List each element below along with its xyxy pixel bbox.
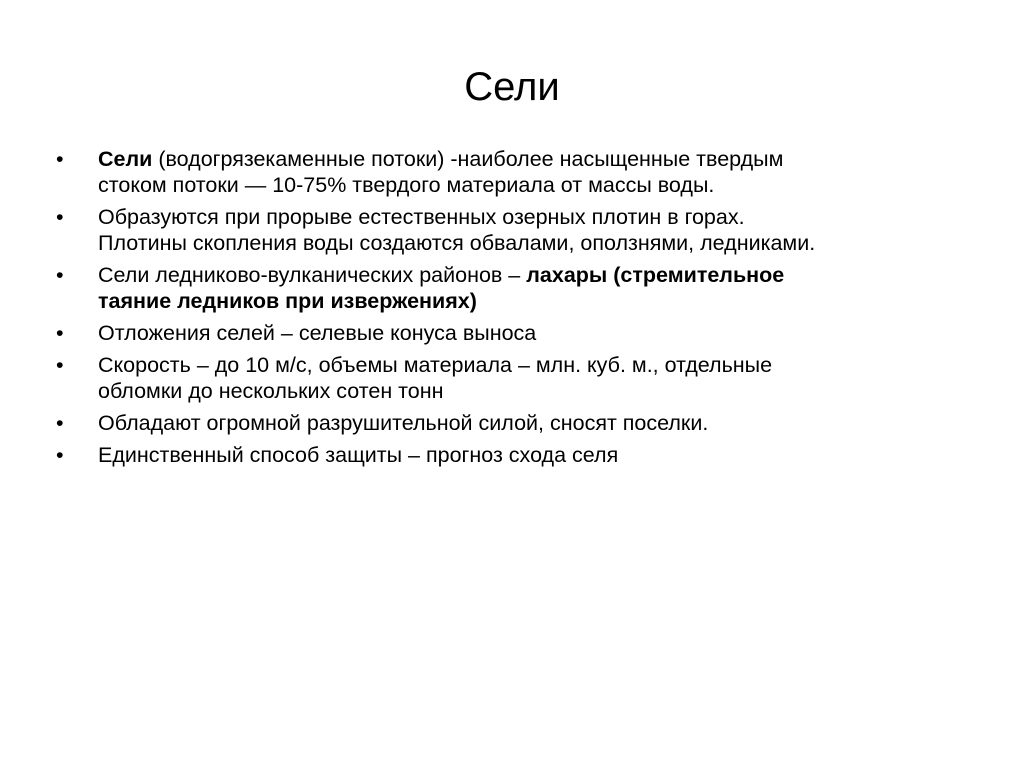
bullet-1-line-1: [98, 146, 976, 172]
bullet-item-2: [56, 204, 976, 256]
bullet-marker: •: [56, 263, 64, 287]
bullet-item-1: [56, 146, 976, 198]
bullet-3-text: Сели ледниково-вулканических районов –: [98, 263, 527, 287]
slide-title: Сели: [464, 65, 560, 109]
bullet-2-line-2: Плотины скопления воды создаются обвалами, оползнями, ледниками.: [98, 231, 816, 255]
bullet-marker: •: [56, 321, 64, 345]
bullet-5-line-1: Скорость – до 10 м/с, объемы материала – млн. куб. м., отдельные: [98, 353, 773, 377]
bullet-7-line-1: Единственный способ защиты – прогноз схода селя: [98, 443, 619, 467]
bullet-1-line-2: стоком потоки — 10-75% твердого материала от массы воды.: [98, 173, 715, 197]
bullet-3-line-1: [98, 262, 976, 288]
bullet-item-7: [56, 442, 976, 468]
bullet-marker: •: [56, 147, 64, 171]
bullet-list: [56, 146, 976, 474]
bullet-marker: •: [56, 353, 64, 377]
bullet-marker: •: [56, 443, 64, 467]
bullet-item-5: [56, 352, 976, 404]
bullet-6-line-1: Обладают огромной разрушительной силой, сносят поселки.: [98, 411, 709, 435]
bullet-3-line-2: таяние ледников при извержениях): [98, 289, 477, 313]
bullet-1-text: (водогрязекаменные потоки) -наиболее насыщенные твердым: [152, 147, 784, 171]
bullet-4-line-1: Отложения селей – селевые конуса выноса: [98, 321, 537, 345]
bullet-1-bold-term: Сели: [98, 147, 153, 171]
bullet-item-6: [56, 410, 976, 436]
bullet-item-3: [56, 262, 976, 314]
bullet-2-line-1: Образуются при прорыве естественных озерных плотин в горах.: [98, 205, 745, 229]
bullet-5-line-2: обломки до нескольких сотен тонн: [98, 379, 444, 403]
bullet-marker: •: [56, 205, 64, 229]
bullet-marker: •: [56, 411, 64, 435]
bullet-item-4: [56, 320, 976, 346]
bullet-3-bold-text: лахары (стремительное: [526, 263, 785, 287]
